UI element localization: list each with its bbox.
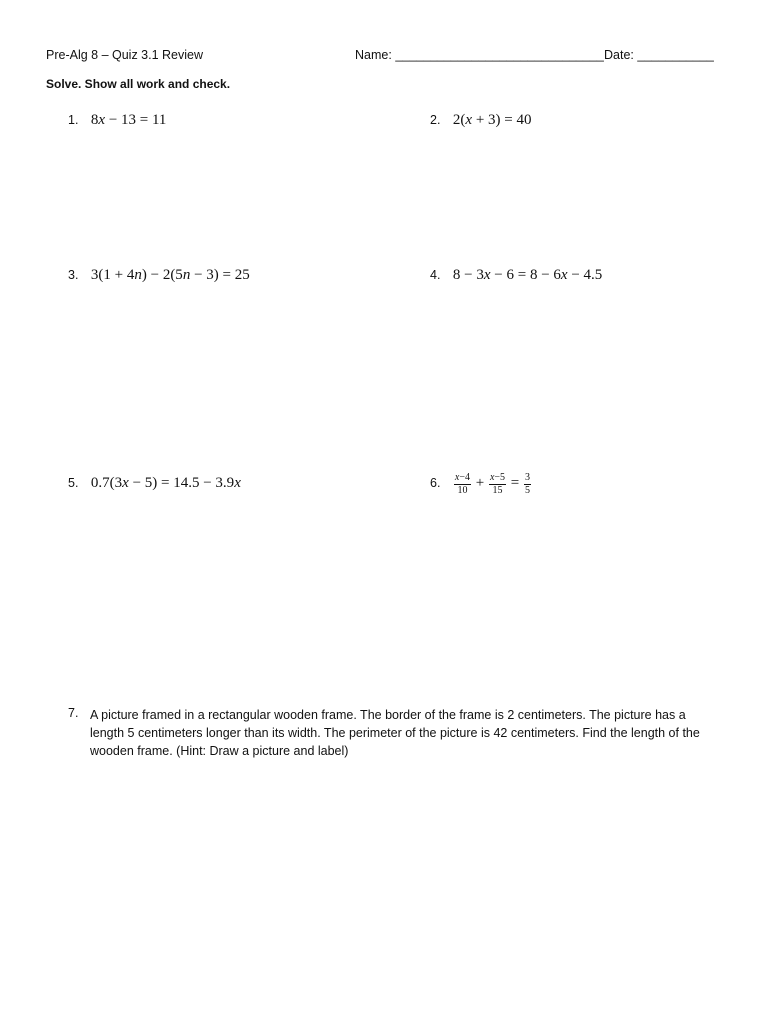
problem-5 bbox=[68, 474, 241, 492]
name-blank: ______________________________ bbox=[395, 48, 604, 62]
date-blank: ___________ bbox=[637, 48, 714, 62]
problem-1 bbox=[68, 111, 166, 129]
problem-7-number: 7. bbox=[68, 706, 79, 720]
instructions: Solve. Show all work and check. bbox=[46, 77, 231, 91]
equation: 3(1 + 4n) − 2(5n − 3) = 25 bbox=[90, 267, 250, 283]
fraction-2: $\frac{x-5}{15}$ bbox=[489, 472, 506, 496]
name-label: Name: bbox=[355, 48, 392, 62]
problem-number: 6. bbox=[430, 476, 441, 491]
date-field bbox=[604, 48, 714, 62]
equation: 8 − 3x − 6 = 8 − 6x − 4.5 bbox=[452, 267, 603, 283]
worksheet-title: Pre-Alg 8 – Quiz 3.1 Review bbox=[46, 48, 204, 62]
name-field bbox=[355, 48, 604, 62]
fraction-3: $\frac{3}{5}$ bbox=[525, 472, 531, 496]
equation: 2(x + 3) = 40 bbox=[452, 112, 532, 128]
fraction-1: $\frac{x-4}{10}$ bbox=[454, 472, 470, 496]
equation: $\frac{x-4}{10}$ + $\frac{x-5}{15}$ = $\frac{3}{5}$ bbox=[454, 472, 531, 496]
problem-number: 4. bbox=[430, 268, 441, 282]
problem-7-text: A picture framed in a rectangular wooden frame. The border of the frame is 2 centimeters. The picture has a length 5 centimeters longer than its width. The perimeter of the picture is 42 centimeters. Find the length of the wooden frame. (Hint: Draw a picture and label) bbox=[90, 708, 700, 758]
problem-3 bbox=[68, 266, 250, 284]
equation: 0.7(3x − 5) = 14.5 − 3.9x bbox=[90, 475, 241, 491]
problem-4 bbox=[430, 266, 602, 284]
date-label: Date: bbox=[604, 48, 634, 62]
problem-number: 2. bbox=[430, 113, 441, 127]
equation: 8x − 13 = 11 bbox=[90, 112, 167, 128]
problem-2 bbox=[430, 111, 531, 129]
problem-6 bbox=[430, 472, 532, 496]
problem-number: 5. bbox=[68, 476, 79, 490]
problem-number: 3. bbox=[68, 268, 79, 282]
problem-number: 1. bbox=[68, 113, 79, 127]
